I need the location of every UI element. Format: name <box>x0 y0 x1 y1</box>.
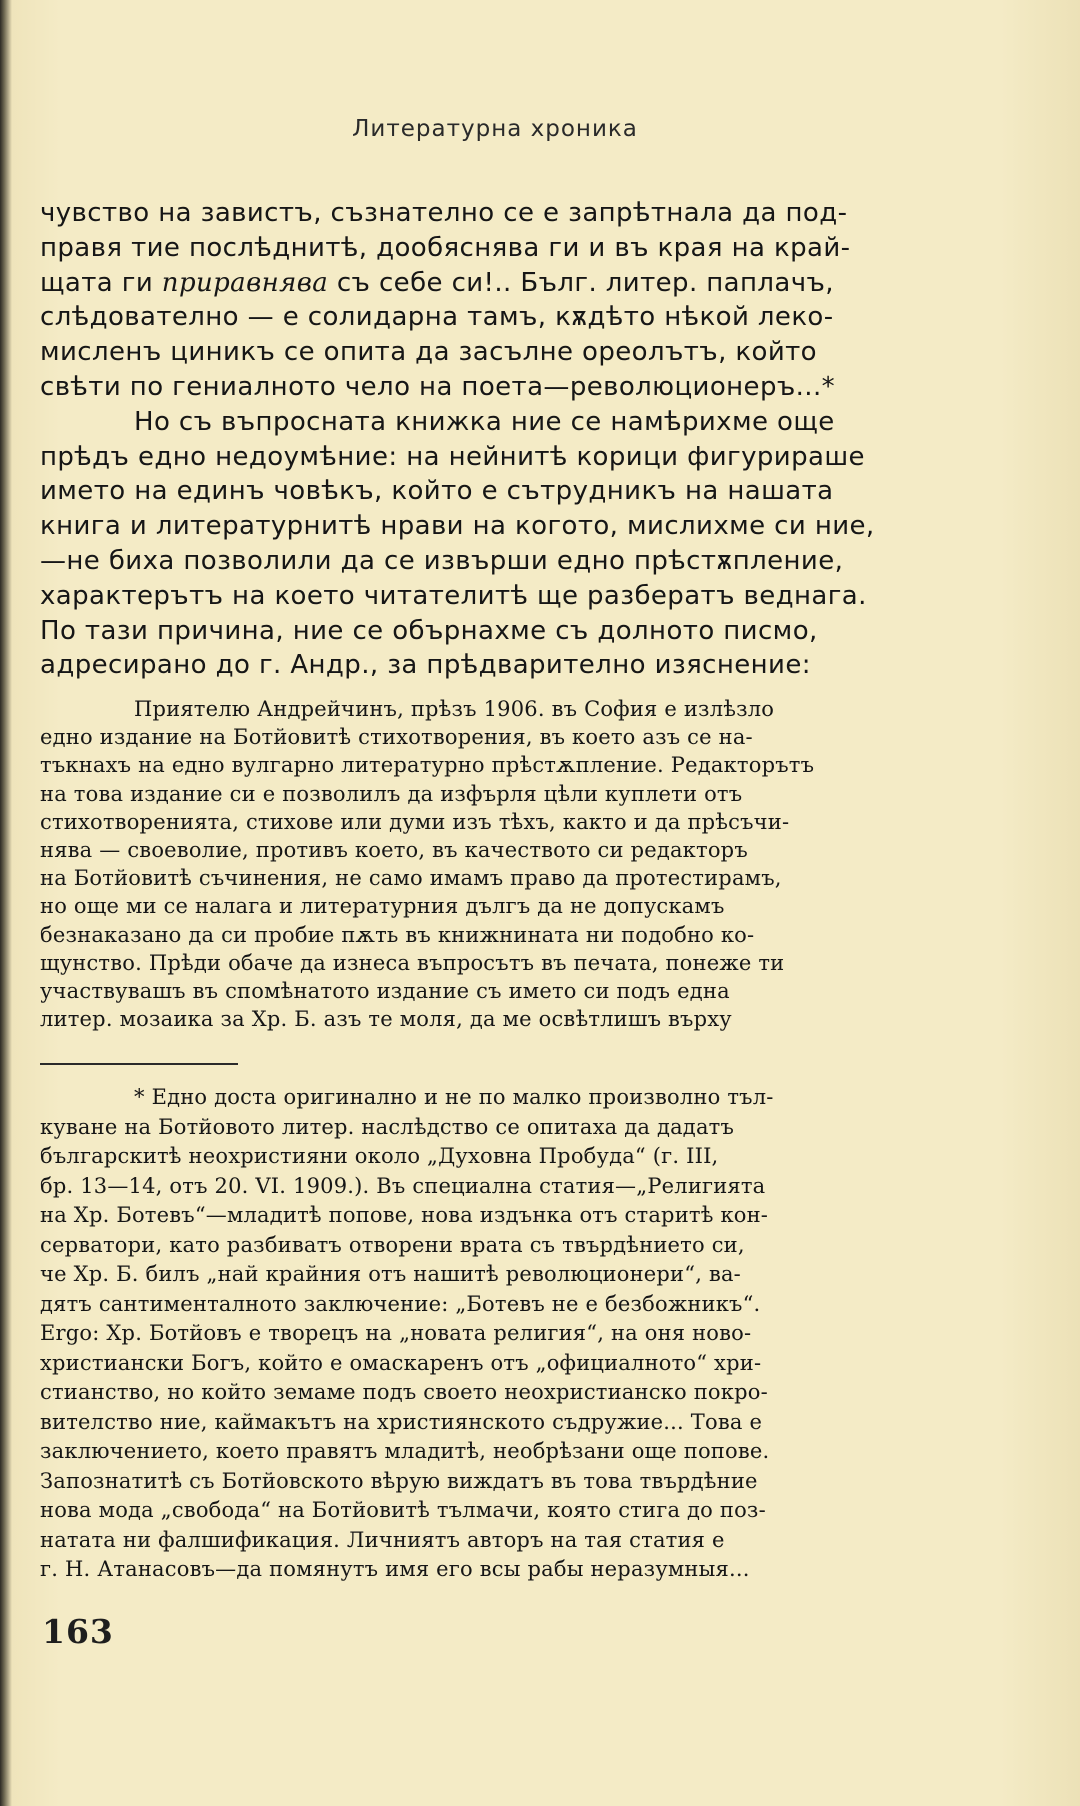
footnote <box>40 1083 935 1585</box>
letter-line: щунство. Прѣди обаче да изнеса въпросътъ въ печата, понеже ти <box>40 950 785 975</box>
footnote-line: христиански Богъ, който е омаскаренъ отъ „официалното“ хри- <box>40 1350 762 1375</box>
letter-line: на Ботйовитѣ съчинения, не само имамъ право да протестирамъ, <box>40 866 782 891</box>
text-line: слѣдователно — е солидарна тамъ, кѫдѣто нѣкой леко- <box>40 302 834 333</box>
text-line: свѣти по гениалното чело на поета—революционеръ...* <box>40 371 836 402</box>
footnote-line: българскитѣ неохристияни около „Духовна Пробуда“ (г. III, <box>40 1144 719 1168</box>
text-line: —не биха позволили да се извърши едно прѣстѫпление, <box>40 545 844 576</box>
footnote-line: бр. 13—14, отъ 20. VI. 1909.). Въ специална статия—„Религията <box>40 1173 766 1198</box>
letter-line: нява — своеволие, противъ което, въ качеството си редакторъ <box>40 838 748 863</box>
footnote-line: серватори, като разбиватъ отворени врата съ твърдѣнието си, <box>40 1232 745 1257</box>
quoted-letter <box>40 695 935 1033</box>
footnote-line: стианство, но който земаме подъ своето неохристианско покро- <box>40 1380 768 1404</box>
footnote-line: натата ни фалшификация. Личниятъ авторъ на тая статия е <box>40 1527 725 1552</box>
footnote-line: Ergo: Хр. Ботйовъ е творецъ на „новата религия“, на оня ново- <box>40 1321 752 1345</box>
text-line: прѣдъ едно недоумѣние: на нейнитѣ корици фигурираше <box>40 441 865 472</box>
footnote-line: Запознатитѣ съ Ботйовското вѣрую виждатъ въ това твърдѣние <box>40 1468 758 1493</box>
letter-line: тъкнахъ на едно вулгарно литературно прѣстѫпление. Редакторътъ <box>40 753 815 778</box>
main-text-block <box>40 196 935 683</box>
emphasized-word: приравнява <box>161 267 329 298</box>
letter-line: на това издание си е позволилъ да изфърля цѣли куплети отъ <box>40 781 743 806</box>
letter-line: но още ми се налага и литературния дългъ да не допускамъ <box>40 894 725 919</box>
letter-line: Приятелю Андрейчинъ, прѣзъ 1906. въ София е излѣзло <box>134 697 775 721</box>
footnote-line: г. Н. Атанасовъ—да помянутъ имя его всы рабы неразумныя... <box>40 1557 750 1581</box>
text-line: мисленъ циникъ се опита да засълне ореолътъ, който <box>40 337 817 368</box>
text-line <box>40 266 935 301</box>
text-line: По тази причина, ние се обърнахме съ долното писмо, <box>40 615 818 646</box>
letter-line: участвувашъ въ спомѣнатото издание съ името си подъ една <box>40 979 730 1004</box>
text-fragment: щата ги <box>40 267 154 298</box>
letter-line: безнаказано да си пробие пѫть въ книжнината ни подобно ко- <box>40 922 755 947</box>
page-number: 163 <box>42 1612 114 1651</box>
paragraph-start-line: Но съ въпросната книжка ние се намѣрихме още <box>134 406 835 437</box>
letter-line: едно издание на Ботйовитѣ стихотворения, въ което азъ се на- <box>40 725 753 750</box>
footnote-divider <box>40 1063 238 1065</box>
running-header: Литературна хроника <box>352 116 638 142</box>
footnote-line: заключението, което правятъ младитѣ, необрѣзани още попове. <box>40 1439 770 1463</box>
footnote-line: на Хр. Ботевъ“—младитѣ попове, нова издънка отъ старитѣ кон- <box>40 1203 769 1227</box>
text-line: характерътъ на което читателитѣ ще разбератъ веднага. <box>40 580 867 611</box>
text-line: чувство на завистъ, съзнателно се е запрѣтнала да под- <box>40 198 848 228</box>
footnote-line: нова мода „свобода“ на Ботйовитѣ тълмачи, която стига до поз- <box>40 1498 766 1522</box>
letter-line: литер. мозаика за Хр. Б. азъ те моля, да ме освѣтлишъ върху <box>40 1007 732 1032</box>
footnote-line: вителство ние, каймакътъ на християнското съдружие... Това е <box>40 1409 763 1434</box>
text-line: правя тие послѣднитѣ, дообяснява ги и въ края на край- <box>40 232 851 263</box>
footnote-line: че Хр. Б. билъ „най крайния отъ нашитѣ революционери“, ва- <box>40 1262 741 1286</box>
letter-line: стихотворенията, стихове или думи изъ тѣхъ, както и да прѣсъчи- <box>40 809 790 834</box>
footnote-line: куване на Ботйовото литер. наслѣдство се опитаха да дадатъ <box>40 1114 735 1139</box>
footnote-line: дятъ сантименталното заключение: „Ботевъ не е безбожникъ“. <box>40 1291 761 1316</box>
footnote-line: * Едно доста оригинално и не по малко произволно тъл- <box>134 1085 774 1109</box>
text-line: името на единъ човѣкъ, който е сътрудникъ на нашата <box>40 476 834 507</box>
text-line: книга и литературнитѣ нрави на когото, мислихме си ние, <box>40 511 875 542</box>
text-fragment: съ себе си!.. Бълг. литер. паплачъ, <box>328 267 834 298</box>
text-line: адресирано до г. Андр., за прѣдварително изяснение: <box>40 650 811 681</box>
